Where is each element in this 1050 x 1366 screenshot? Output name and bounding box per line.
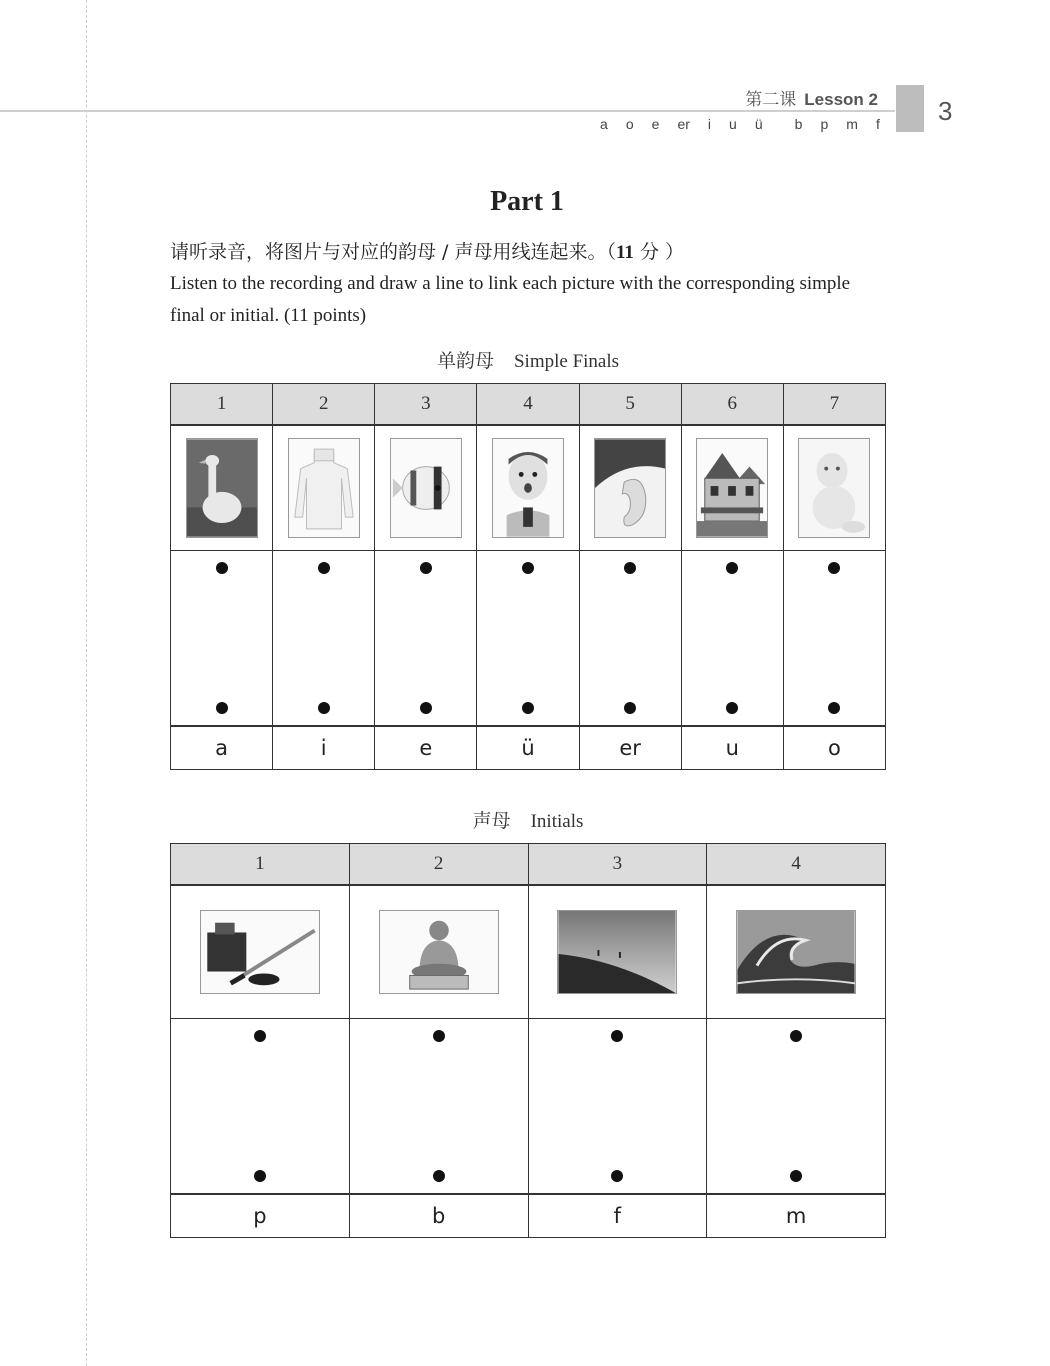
final-label: a [171, 727, 273, 769]
sound-item: a [600, 116, 608, 132]
lesson-title-en: Lesson 2 [804, 90, 878, 109]
part-title: Part 1 [490, 186, 564, 217]
finals-pic-cell [477, 426, 579, 550]
initials-number: 2 [350, 844, 529, 884]
finals-number: 1 [171, 384, 273, 424]
match-dot[interactable] [726, 562, 738, 574]
house-photo [696, 438, 768, 538]
lesson-sounds [600, 116, 880, 132]
initials-dot-cell [529, 1019, 708, 1193]
sound-item: o [625, 116, 634, 132]
ear-photo [594, 438, 666, 538]
finals-pic-cell [580, 426, 682, 550]
finals-number: 5 [580, 384, 682, 424]
sound-item: p [820, 116, 829, 132]
finals-pic-cell [682, 426, 784, 550]
initials-number-row [171, 844, 885, 886]
instruction-cn [170, 237, 684, 264]
match-dot[interactable] [254, 1170, 266, 1182]
ocean-wave-photo [736, 910, 856, 994]
initials-number: 3 [529, 844, 708, 884]
final-label: er [580, 727, 682, 769]
lesson-title-cn: 第二课 [745, 90, 797, 109]
finals-dot-cell [273, 551, 375, 725]
initials-title-en: Initials [530, 811, 584, 832]
sound-item: i [707, 116, 712, 132]
match-dot[interactable] [433, 1030, 445, 1042]
initials-pic-cell [350, 886, 529, 1018]
final-label: u [682, 727, 784, 769]
sound-item: f [875, 116, 880, 132]
finals-pic-cell [375, 426, 477, 550]
finals-number: 6 [682, 384, 784, 424]
finals-dot-cell [682, 551, 784, 725]
finals-dot-cell [477, 551, 579, 725]
finals-matching-table [170, 383, 886, 770]
instruction-cn-text: 请听录音，将图片与对应的韵母 / 声母用线连起来。（ [170, 241, 616, 263]
initials-dot-cell [350, 1019, 529, 1193]
initials-title [170, 806, 886, 833]
finals-number-row [171, 384, 885, 426]
match-dot[interactable] [624, 562, 636, 574]
finals-pic-cell [171, 426, 273, 550]
finals-number: 4 [477, 384, 579, 424]
match-dot[interactable] [318, 562, 330, 574]
initials-dot-row [171, 1019, 885, 1193]
page-number: 3 [938, 96, 953, 126]
initial-label: b [350, 1195, 529, 1237]
match-dot[interactable] [726, 702, 738, 714]
initial-label: f [529, 1195, 708, 1237]
buddha-statue-photo [379, 910, 499, 994]
initials-matching-table [170, 843, 886, 1238]
finals-title [170, 346, 886, 373]
sound-item: er [677, 116, 690, 132]
final-label: ü [477, 727, 579, 769]
match-dot[interactable] [318, 702, 330, 714]
sound-item: m [846, 116, 858, 132]
finals-label-row [171, 725, 885, 769]
finals-dot-cell [171, 551, 273, 725]
match-dot[interactable] [611, 1030, 623, 1042]
finals-number: 3 [375, 384, 477, 424]
match-dot[interactable] [624, 702, 636, 714]
match-dot[interactable] [828, 562, 840, 574]
match-dot[interactable] [216, 562, 228, 574]
initials-pic-cell [707, 886, 885, 1018]
finals-pic-cell [273, 426, 375, 550]
initials-picture-row [171, 886, 885, 1019]
initials-dot-cell [707, 1019, 885, 1193]
final-label: o [827, 736, 841, 760]
initial-label: p [171, 1195, 350, 1237]
finals-dot-cell [784, 551, 885, 725]
finals-picture-row [171, 426, 885, 551]
match-dot[interactable] [254, 1030, 266, 1042]
sound-item: u [729, 116, 737, 132]
sound-item: ü [754, 116, 763, 132]
match-dot[interactable] [522, 562, 534, 574]
match-dot[interactable] [420, 562, 432, 574]
finals-dot-cell [580, 551, 682, 725]
initials-number: 4 [791, 853, 801, 874]
sound-item: e [651, 116, 660, 132]
finals-dot-row [171, 551, 885, 725]
instruction-cn-end: 分 ） [633, 241, 685, 263]
goose-photo [186, 438, 258, 538]
finals-number: 2 [273, 384, 375, 424]
hill-slope-photo [557, 910, 677, 994]
header-rule [0, 110, 895, 112]
match-dot[interactable] [433, 1170, 445, 1182]
instruction-cn-points: 11 [615, 242, 634, 263]
finals-title-cn: 单韵母 [436, 350, 494, 372]
finals-number: 7 [829, 393, 840, 414]
match-dot[interactable] [522, 702, 534, 714]
ink-brush-photo [200, 910, 320, 994]
initials-title-cn: 声母 [472, 810, 511, 832]
baby-photo [798, 438, 870, 538]
initials-pic-cell [171, 886, 350, 1018]
match-dot[interactable] [828, 702, 840, 714]
instruction-en: Listen to the recording and draw a line to link each picture with the corresponding simple final or initial. (11 points) [170, 273, 851, 326]
match-dot[interactable] [420, 702, 432, 714]
initials-label-row [171, 1193, 885, 1237]
initials-number: 1 [171, 844, 350, 884]
final-label: e [375, 727, 477, 769]
page-tab [896, 85, 924, 132]
sweater-photo [288, 438, 360, 538]
boy-photo [492, 438, 564, 538]
match-dot[interactable] [216, 702, 228, 714]
final-label: i [273, 727, 375, 769]
finals-title-en: Simple Finals [513, 351, 620, 372]
initials-dot-cell [171, 1019, 350, 1193]
lesson-heading [745, 85, 878, 110]
fish-photo [390, 438, 462, 538]
match-dot[interactable] [611, 1170, 623, 1182]
match-dot[interactable] [790, 1170, 802, 1182]
finals-dot-cell [375, 551, 477, 725]
initial-label: m [785, 1204, 807, 1228]
match-dot[interactable] [790, 1030, 802, 1042]
sound-item: b [794, 116, 803, 132]
initials-pic-cell [529, 886, 708, 1018]
finals-pic-cell [784, 426, 885, 550]
